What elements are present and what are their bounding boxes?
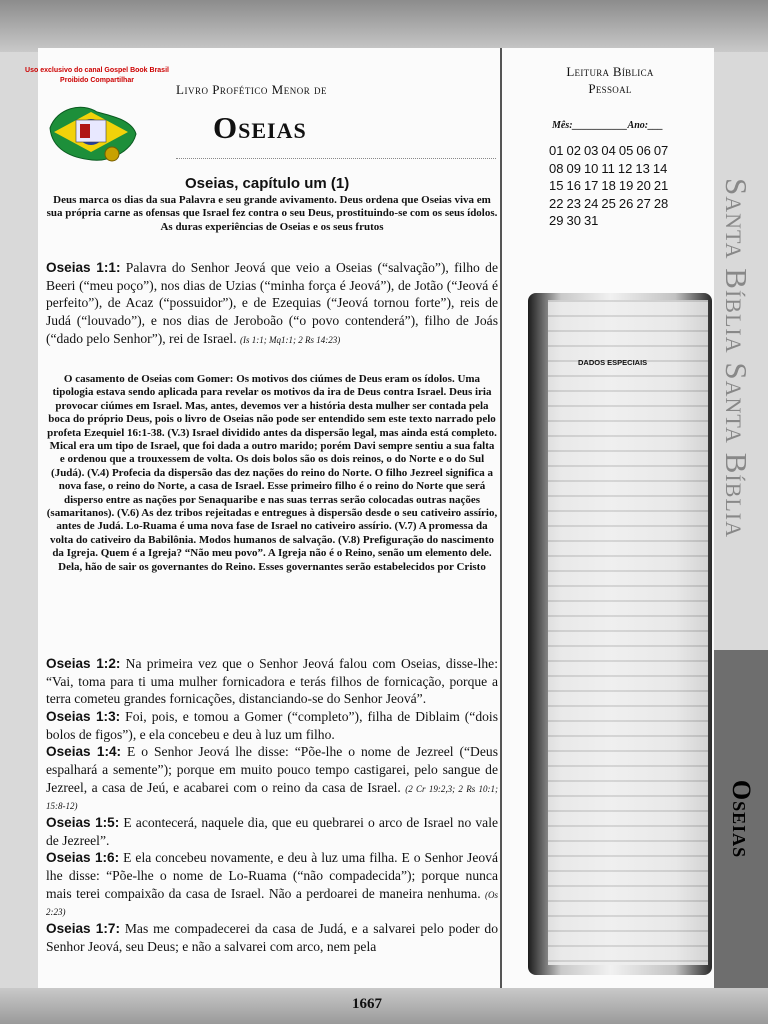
verse-label: Oseias 1:1:: [46, 260, 121, 275]
verse-label: Oseias 1:7:: [46, 921, 120, 937]
verse-text: Mas me compadecerei da casa de Judá, e a salvarei pelo poder do Senhor Jeová, seu Deus; e não a salvarei com arco, nem pela: [46, 921, 498, 954]
reading-day-checkbox[interactable]: 24: [583, 195, 599, 211]
verse-1-5: [46, 814, 498, 849]
verse-text: Foi, pois, e tomou a Gomer (“completo”), filha de Diblaim (“dois bolos de figos”), e ela concebeu e deu à luz um filho.: [46, 709, 499, 742]
verse-label: Oseias 1:6:: [46, 850, 120, 866]
verse-reference: (Is 1:1; Mq1:1; 2 Rs 14:23): [240, 334, 341, 345]
watermark: [22, 66, 172, 86]
reading-day-checkbox[interactable]: 20: [636, 178, 651, 194]
commentary-block: O casamento de Oseias com Gomer: Os motivos dos ciúmes de Deus eram os ídolos. Uma tipologia estava sendo aplicada para revelar os motivos da ira de Deus contra Israel. Deus iria provocar ciúmes em Israel. Mas, antes, devemos ver a história desta mulher ser contada pela boca do próprio Deus, pois o livro de Oseias não pode ser entendido sem este texto narrado pelo profeta Ezequiel 16:1-38. (V.3) Israel dividido antes da dispersão legal, mas ainda está completo. Mical era um tipo de Israel, que foi dada a outro marido; porém Davi sempre sentiu a sua falta e ordenou que a trouxessem de volta. Os dois bolos são os dois reinos, o do Norte e o do Sul (Judá). (V.4) Profecia da dispersão das dez nações do reino do Norte. O filho Jezreel significa a nova fase, o reino do Norte, a casa de Israel. Esse primeiro filho é o reino do Norte que será disperso entre as nações por Senaquaribe e nas suas terras serão colocadas outras nações (samaritanos). (V.6) As dez tribos rejeitadas e entregues à dispersão desde o seu cativeiro assírio, antes de Judá. Lo-Ruama é uma nova fase de Israel no cativeiro assírio. (V.7) A promessa da volta do cativeiro da Babilônia. Modos humanos de salvação. (V.8) Prefiguração do nascimento da Igreja. Quem é a Igreja? “Não meu povo”. A Igreja não é o Reino, senão um elemento dele. Dela, hão de sair os governantes do Reino. Esses governantes serão estabelecidos por Cristo: [46, 373, 498, 573]
reading-day-checkbox[interactable]: 18: [601, 178, 616, 194]
special-data-label: DADOS ESPECIAIS: [578, 358, 648, 367]
verse-reference: (Os 2:23): [46, 889, 498, 918]
watermark-line2: Proibido Compartilhar: [60, 76, 134, 84]
verse-label: Oseias 1:5:: [46, 815, 120, 831]
reading-day-checkbox[interactable]: 25: [601, 195, 616, 211]
reading-day-checkbox[interactable]: 19: [618, 178, 634, 194]
book-tab[interactable]: [714, 650, 768, 988]
reading-day-checkbox[interactable]: 31: [583, 213, 599, 229]
verse-1-1: [46, 259, 498, 347]
reading-day-checkbox[interactable]: 06: [636, 143, 651, 158]
scroll-parchment: [548, 300, 708, 965]
reading-day-checkbox[interactable]: 03: [583, 143, 599, 158]
reading-day-checkbox[interactable]: 16: [566, 178, 581, 194]
reading-title-line2: Pessoal: [588, 80, 632, 96]
book-label: Livro Profético Menor de: [176, 82, 327, 97]
reading-day-checkbox[interactable]: 11: [601, 160, 615, 176]
verse-1-4: [46, 743, 498, 814]
reading-title-line1: Leitura Bíblica: [566, 64, 654, 79]
reading-title: [520, 64, 700, 98]
reading-day-checkbox[interactable]: 07: [653, 143, 669, 158]
verse-1-6: [46, 849, 498, 920]
reading-day-checkbox[interactable]: 01: [549, 143, 564, 158]
verse-text: E acontecerá, naquele dia, que eu quebrarei o arco de Israel no vale de Jezreel”.: [46, 815, 499, 848]
reading-day-checkbox[interactable]: 30: [566, 213, 581, 229]
book-title: Oseias: [213, 110, 307, 145]
reading-day-checkbox[interactable]: 08: [549, 160, 564, 176]
top-scan-band: [0, 0, 768, 52]
reading-day-checkbox[interactable]: 13: [635, 160, 650, 176]
reading-day-checkbox[interactable]: 05: [618, 143, 634, 158]
reading-day-checkbox[interactable]: 21: [653, 178, 669, 194]
verse-label: Oseias 1:2:: [46, 656, 121, 671]
verse-text: Palavra do Senhor Jeová que veio a Oseias (“salvação”), filho de Beeri (“meu poço”), nos dias de Uzias (“minha força é Jeová”), de Jotão (“Jeová é perfeito”), de Acaz (“possuidor”), e de Ezequias (“Jeová tornou forte”), reis de Judá (“louvado”), e nos dias de Jeroboão (“o povo contenderá”), filho de Joás (“dado pelo Senhor”), rei de Israel.: [46, 260, 498, 346]
reading-day-checkbox[interactable]: 23: [566, 195, 581, 211]
column-divider: [500, 48, 502, 990]
verse-text: E ela concebeu novamente, e deu à luz uma filha. E o Senhor Jeová lhe disse: “Põe-lhe o nome de Lo-Ruama (“não compadecida”); porque nunca mais terei compaixão da casa de Israel. Não a perdoarei de maneira nenhuma.: [46, 850, 498, 901]
verse-1-3: [46, 708, 498, 743]
reading-day-checkbox[interactable]: 14: [652, 160, 668, 176]
verse-text: Na primeira vez que o Senhor Jeová falou com Oseias, disse-lhe: “Vai, toma para ti uma mulher fornicadora e terás filhos de fornicação, porque a terra cometeu grandes fornicações, distanciando-se do Senhor Jeová”.: [46, 656, 498, 707]
reading-day-checkbox[interactable]: 10: [583, 160, 599, 176]
reading-day-checkbox[interactable]: 29: [549, 213, 564, 229]
reading-day-checkbox[interactable]: 09: [566, 160, 581, 176]
reading-day-checkbox[interactable]: 15: [549, 178, 564, 194]
reading-day-checkbox[interactable]: 26: [618, 195, 634, 211]
verse-reference: (2 Cr 19:2,3; 2 Rs 10:1; 15:8-12): [46, 783, 498, 812]
spine-text: Santa Bíblia Santa Bíblia: [719, 177, 754, 539]
month-year-field[interactable]: Mês:___________Ano:___: [552, 120, 664, 131]
reading-day-checkbox[interactable]: 04: [601, 143, 616, 158]
reading-day-checkbox[interactable]: 12: [617, 160, 633, 176]
reading-days-grid: [549, 142, 709, 230]
page-number: 1667: [352, 996, 382, 1012]
reading-day-checkbox[interactable]: 17: [583, 178, 599, 194]
title-divider: [176, 158, 496, 159]
book-tab-label: Oseias: [727, 779, 756, 859]
reading-day-checkbox[interactable]: 28: [653, 195, 669, 211]
reading-day-checkbox[interactable]: 27: [636, 195, 651, 211]
channel-logo-icon: [42, 98, 140, 168]
reading-day-checkbox[interactable]: 22: [549, 195, 564, 211]
verse-text: E o Senhor Jeová lhe disse: “Põe-lhe o nome de Jezreel (“Deus espalhará a semente”); porque em muito pouco tempo castigarei, pelo sangue de Jezreel, a casa de Jeú, e acabarei com o reino da casa de Israel.: [46, 744, 498, 795]
chapter-intro: Deus marca os dias da sua Palavra e seu grande avivamento. Deus ordena que Oseias viva em sua própria carne as ofensas que Israel fez contra o seu Deus, prostituindo-se com os seus ídolos. As duras experiências de Oseias e os seus frutos: [46, 194, 498, 233]
reading-day-checkbox[interactable]: 02: [566, 143, 581, 158]
verse-label: Oseias 1:3:: [46, 709, 121, 725]
spine: [716, 100, 756, 620]
verse-1-7: [46, 920, 498, 955]
verse-label: Oseias 1:4:: [46, 744, 122, 760]
chapter-title: Oseias, capítulo um (1): [185, 175, 350, 192]
bottom-scan-band: [0, 988, 768, 1024]
verse-list: [46, 655, 498, 955]
watermark-line1: Uso exclusivo do canal Gospel Book Brasil: [25, 67, 169, 74]
verse-1-2: [46, 655, 498, 708]
